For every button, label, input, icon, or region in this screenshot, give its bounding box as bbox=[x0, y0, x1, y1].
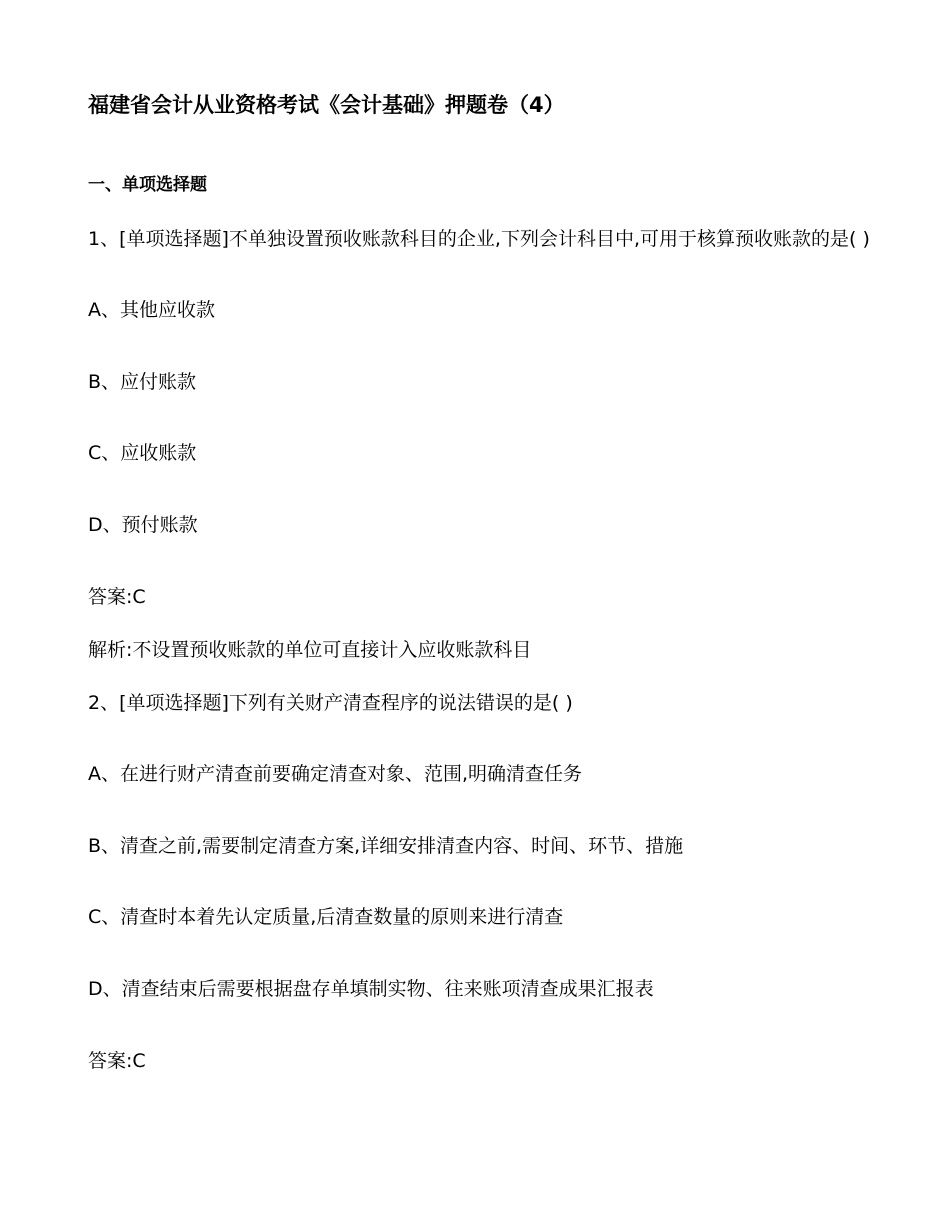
question-2-option-d: D、清查结束后需要根据盘存单填制实物、往来账项清查成果汇报表 bbox=[88, 978, 654, 1000]
section-heading: 一、单项选择题 bbox=[88, 175, 207, 195]
question-1-stem: 1、[单项选择题]不单独设置预收账款科目的企业,下列会计科目中,可用于核算预收账款的是( ) bbox=[88, 228, 870, 250]
question-2-answer: 答案:C bbox=[88, 1050, 146, 1072]
question-1-analysis: 解析:不设置预收账款的单位可直接计入应收账款科目 bbox=[88, 639, 532, 661]
question-1-answer: 答案:C bbox=[88, 586, 146, 608]
question-2-option-a: A、在进行财产清查前要确定清查对象、范围,明确清查任务 bbox=[88, 763, 583, 785]
question-2-option-c: C、清查时本着先认定质量,后清查数量的原则来进行清查 bbox=[88, 906, 564, 928]
document-title: 福建省会计从业资格考试《会计基础》押题卷（4） bbox=[88, 93, 565, 117]
question-2-option-b: B、清查之前,需要制定清查方案,详细安排清查内容、时间、环节、措施 bbox=[88, 835, 684, 857]
question-1-option-c: C、应收账款 bbox=[88, 442, 197, 464]
question-1-option-a: A、其他应收款 bbox=[88, 299, 215, 321]
question-1-option-d: D、预付账款 bbox=[88, 514, 198, 536]
question-1-option-b: B、应付账款 bbox=[88, 371, 197, 393]
question-2-stem: 2、[单项选择题]下列有关财产清查程序的说法错误的是( ) bbox=[88, 692, 573, 714]
